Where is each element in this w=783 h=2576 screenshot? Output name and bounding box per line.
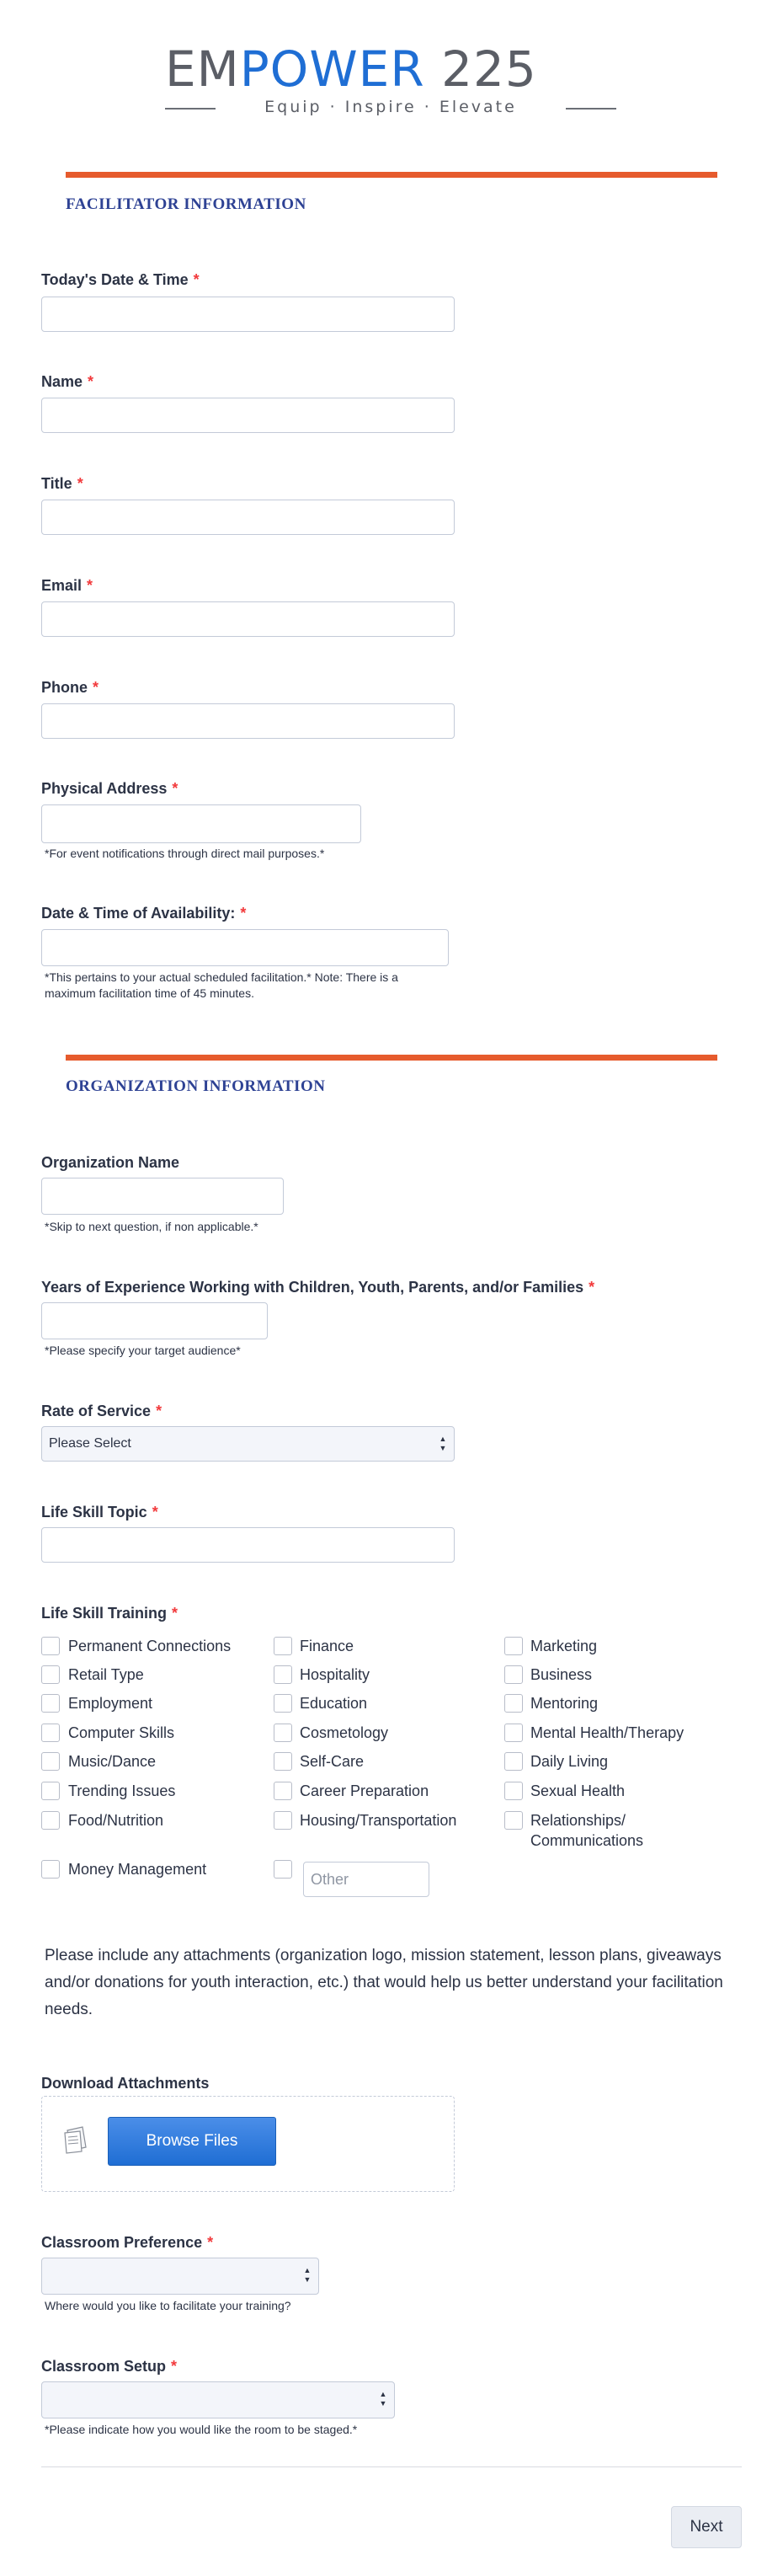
checkbox[interactable]	[274, 1665, 292, 1684]
attachments-note: Please include any attachments (organization logo, mission statement, lesson plans, giveaways and/or donations for youth interaction, etc.) that would help us better understand your facilitation needs.	[45, 1947, 723, 2018]
email-label	[41, 577, 93, 595]
checkbox[interactable]	[41, 1694, 60, 1713]
required-mark: *	[193, 271, 200, 288]
phone-label-text: Phone	[41, 679, 88, 696]
classroom-pref-label-text: Classroom Preference	[41, 2234, 203, 2251]
checkbox[interactable]	[41, 1752, 60, 1771]
experience-label	[41, 1279, 594, 1296]
classroom-pref-select[interactable]	[41, 2258, 319, 2295]
experience-label-text: Years of Experience Working with Children, Youth, Parents, and/or Families	[41, 1279, 584, 1296]
address-hint: *For event notifications through direct mail purposes.*	[45, 847, 325, 860]
checkbox[interactable]	[504, 1637, 523, 1655]
training-label	[41, 1605, 178, 1622]
checkbox[interactable]	[41, 1724, 60, 1742]
next-button[interactable]: Next	[671, 2506, 742, 2548]
download-label	[41, 2075, 209, 2092]
topic-label-text: Life Skill Topic	[41, 1504, 147, 1520]
checkbox-label[interactable]: Hospitality	[300, 1666, 370, 1683]
checkbox-label[interactable]: Education	[300, 1695, 368, 1712]
topic-label	[41, 1504, 158, 1521]
required-mark: *	[93, 679, 99, 696]
checkbox[interactable]	[274, 1811, 292, 1830]
checkbox[interactable]	[41, 1637, 60, 1655]
experience-hint: *Please specify your target audience*	[45, 1344, 241, 1357]
checkbox[interactable]	[41, 1811, 60, 1830]
checkbox[interactable]	[274, 1694, 292, 1713]
checkbox-label[interactable]: Mentoring	[530, 1695, 599, 1712]
org-name-label-text: Organization Name	[41, 1154, 180, 1171]
title-label	[41, 475, 83, 493]
checkbox[interactable]	[41, 1665, 60, 1684]
rate-select[interactable]	[41, 1426, 455, 1462]
file-upload-area[interactable]	[41, 2096, 455, 2192]
topic-input[interactable]	[41, 1527, 455, 1563]
checkbox[interactable]	[274, 1724, 292, 1742]
checkbox-label[interactable]: Food/Nutrition	[68, 1812, 164, 1829]
checkbox-label[interactable]: Music/Dance	[68, 1753, 157, 1770]
select-arrows-icon: ▲ ▼	[439, 1435, 447, 1452]
checkbox-label[interactable]: Permanent Connections	[68, 1638, 232, 1654]
footer-divider	[41, 2466, 742, 2467]
logo-wordmark	[165, 40, 616, 98]
checkbox-label[interactable]: Mental Health/Therapy	[530, 1724, 684, 1741]
checkbox[interactable]	[274, 1752, 292, 1771]
empower-logo	[165, 40, 616, 121]
rate-selected-value: Please Select	[49, 1436, 131, 1451]
classroom-pref-hint: Where would you like to facilitate your training?	[45, 2299, 291, 2312]
training-label-text: Life Skill Training	[41, 1605, 168, 1622]
org-name-hint: *Skip to next question, if non applicable.*	[45, 1220, 258, 1233]
org-name-label	[41, 1154, 179, 1172]
checkbox-label[interactable]: Self-Care	[300, 1753, 365, 1770]
required-mark: *	[87, 577, 93, 594]
classroom-pref-label	[41, 2234, 213, 2252]
address-label	[41, 780, 178, 798]
address-input[interactable]	[41, 804, 361, 843]
logo-tagline: Equip · Inspire · Elevate	[264, 98, 517, 116]
classroom-setup-label	[41, 2358, 177, 2376]
checkbox-label[interactable]: Employment	[68, 1695, 153, 1712]
logo-number: 225	[424, 40, 537, 98]
select-arrows-icon: ▲ ▼	[379, 2390, 387, 2408]
select-arrows-icon: ▲ ▼	[303, 2266, 312, 2284]
availability-input[interactable]	[41, 929, 449, 966]
checkbox-label[interactable]: Sexual Health	[530, 1782, 626, 1799]
checkbox[interactable]	[504, 1665, 523, 1684]
checkbox-label[interactable]: Daily Living	[530, 1753, 609, 1770]
name-label-text: Name	[41, 373, 83, 390]
checkbox-label-continued[interactable]: Communications	[530, 1832, 644, 1849]
checkbox-label[interactable]: Retail Type	[68, 1666, 144, 1683]
date-time-label	[41, 271, 200, 289]
experience-input[interactable]	[41, 1302, 268, 1339]
checkbox-label[interactable]: Money Management	[68, 1861, 207, 1878]
availability-hint-line1: *This pertains to your actual scheduled facilitation.* Note: There is a	[45, 970, 398, 984]
availability-hint-line2: maximum facilitation time of 45 minutes.	[45, 986, 254, 1000]
checkbox-label[interactable]: Marketing	[530, 1638, 598, 1654]
required-mark: *	[240, 905, 247, 922]
checkbox-label[interactable]: Business	[530, 1666, 593, 1683]
section-bar-organization	[66, 1055, 717, 1061]
name-label	[41, 373, 93, 391]
logo-rule-left	[165, 108, 216, 110]
email-label-text: Email	[41, 577, 83, 594]
logo-tagline-row	[165, 98, 616, 121]
required-mark: *	[88, 373, 94, 390]
logo-rule-right	[566, 108, 616, 110]
document-icon	[61, 2122, 94, 2156]
required-mark: *	[172, 780, 178, 797]
phone-input[interactable]	[41, 703, 455, 739]
required-mark: *	[589, 1279, 595, 1296]
email-input[interactable]	[41, 601, 455, 637]
rate-label	[41, 1403, 162, 1420]
section-bar-facilitator	[66, 172, 717, 178]
checkbox[interactable]	[41, 1782, 60, 1800]
checkbox-label[interactable]: Career Preparation	[300, 1782, 429, 1799]
required-mark: *	[152, 1504, 158, 1520]
checkbox[interactable]	[504, 1811, 523, 1830]
browse-files-button[interactable]: Browse Files	[108, 2117, 276, 2166]
checkbox[interactable]	[504, 1782, 523, 1800]
checkbox-label[interactable]: Cosmetology	[300, 1724, 389, 1741]
section-title-facilitator: FACILITATOR INFORMATION	[66, 195, 306, 213]
required-mark: *	[207, 2234, 214, 2251]
logo-em: EM	[165, 40, 240, 98]
checkbox[interactable]	[274, 1637, 292, 1655]
title-label-text: Title	[41, 475, 72, 492]
checkbox-label[interactable]: Finance	[300, 1638, 354, 1654]
org-name-input[interactable]	[41, 1178, 284, 1215]
checkbox[interactable]	[41, 1860, 60, 1879]
checkbox-other[interactable]	[274, 1860, 292, 1879]
section-title-organization: ORGANIZATION INFORMATION	[66, 1077, 326, 1095]
phone-label	[41, 679, 99, 697]
checkbox-label[interactable]: Trending Issues	[68, 1782, 176, 1799]
date-time-input[interactable]	[41, 297, 455, 332]
download-label-text: Download Attachments	[41, 2075, 210, 2092]
classroom-setup-select[interactable]	[41, 2381, 395, 2418]
checkbox[interactable]	[504, 1724, 523, 1742]
required-mark: *	[171, 2358, 178, 2375]
logo-power: POWER	[239, 40, 425, 98]
address-label-text: Physical Address	[41, 780, 168, 797]
classroom-setup-label-text: Classroom Setup	[41, 2358, 167, 2375]
checkbox[interactable]	[504, 1752, 523, 1771]
classroom-setup-hint: *Please indicate how you would like the room to be staged.*	[45, 2423, 358, 2436]
other-input[interactable]: Other	[303, 1862, 429, 1897]
checkbox[interactable]	[504, 1694, 523, 1713]
checkbox-label[interactable]: Computer Skills	[68, 1724, 175, 1741]
required-mark: *	[77, 475, 83, 492]
title-input[interactable]	[41, 500, 455, 535]
availability-label	[41, 905, 246, 922]
date-time-label-text: Today's Date & Time	[41, 271, 189, 288]
name-input[interactable]	[41, 398, 455, 433]
checkbox[interactable]	[274, 1782, 292, 1800]
checkbox-label[interactable]: Housing/Transportation	[300, 1812, 457, 1829]
required-mark: *	[172, 1605, 178, 1622]
availability-label-text: Date & Time of Availability:	[41, 905, 236, 922]
rate-label-text: Rate of Service	[41, 1403, 152, 1419]
required-mark: *	[156, 1403, 162, 1419]
checkbox-label[interactable]: Relationships/	[530, 1812, 626, 1829]
